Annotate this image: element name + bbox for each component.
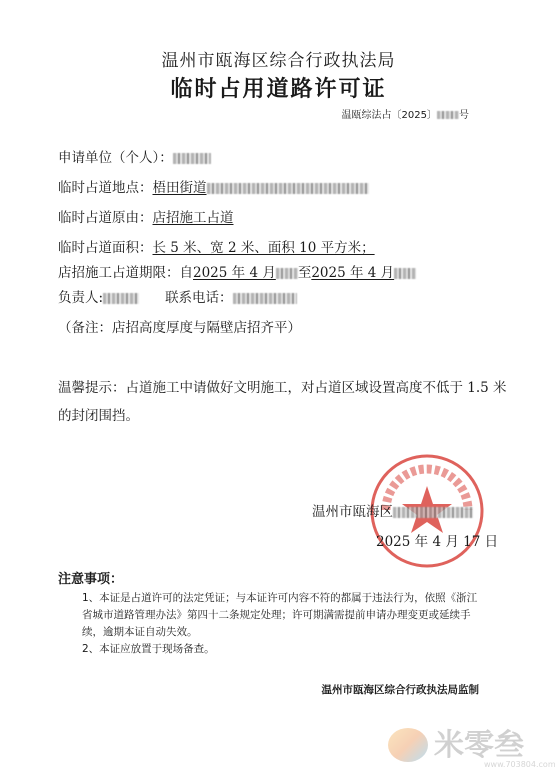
reason-value: 店招施工占道 [152,210,234,226]
applicant-label: 申请单位（个人）： [58,150,173,166]
person-label: 负责人: [58,290,104,306]
redacted-to-day [394,268,416,279]
phone-label: 联系电话： [165,290,233,306]
supervision-footer: 温州市瓯海区综合行政执法局监制 [321,684,479,696]
remark: （备注：店招高度厚度与隔壁店招齐平） [58,320,301,336]
issue-date: 2025 年 4 月 17 日 [376,534,499,550]
period-label: 店招施工占道期限： [58,265,180,281]
note-item: 2、本证应放置于现场备查。 [82,643,215,655]
reason-label: 临时占道原由： [58,210,153,226]
period-to: 2025 年 4 月 [311,265,395,281]
document-number: 温瓯综法占〔2025〕 号 [341,110,469,121]
location-value: 梧田街道 [152,180,207,196]
warm-tip: 温馨提示：占道施工中请做好文明施工，对占道区域设置高度不低于 1.5 米的封闭围挡。 [58,380,507,424]
applicant-field [58,146,211,166]
area-label: 临时占道面积： [58,240,153,256]
reason-field [58,206,234,226]
note-item: 1、本证是占道许可的法定凭证；与本证许可内容不符的都属于违法行为，依照《浙江省城市道路管理办法》第四十二条规定处理；许可期满需提前申请办理变更或延续手续，逾期本证自动失效。 [82,592,478,638]
redacted-org [393,507,473,518]
issuer-name: 温州市瓯海区综合行政执法局 [161,51,396,71]
watermark-logo-icon [388,728,428,762]
redacted-from-day [276,268,298,279]
area-value: 长 5 米、宽 2 米、面积 10 平方米； [152,240,375,256]
contact-field [58,286,297,306]
redacted-phone [233,293,297,304]
redacted-person [103,293,139,304]
location-field [58,176,369,196]
period-from: 2025 年 4 月 [193,265,276,281]
redacted-number [437,111,459,119]
watermark-text: 米零叁 [434,728,524,763]
watermark [388,718,556,770]
redacted-location [207,183,369,194]
period-field: 店招施工占道期限：自2025 年 4 月 至2025 年 4 月 [58,261,416,281]
area-field [58,236,375,256]
document-title: 临时占用道路许可证 [170,77,387,102]
redacted-applicant [173,153,211,164]
notes-list [82,590,484,658]
watermark-url: www.703804.com [484,760,556,769]
notes-heading: 注意事项： [58,572,124,587]
signing-organization: 温州市瓯海区 [312,500,473,520]
location-label: 临时占道地点： [58,180,153,196]
